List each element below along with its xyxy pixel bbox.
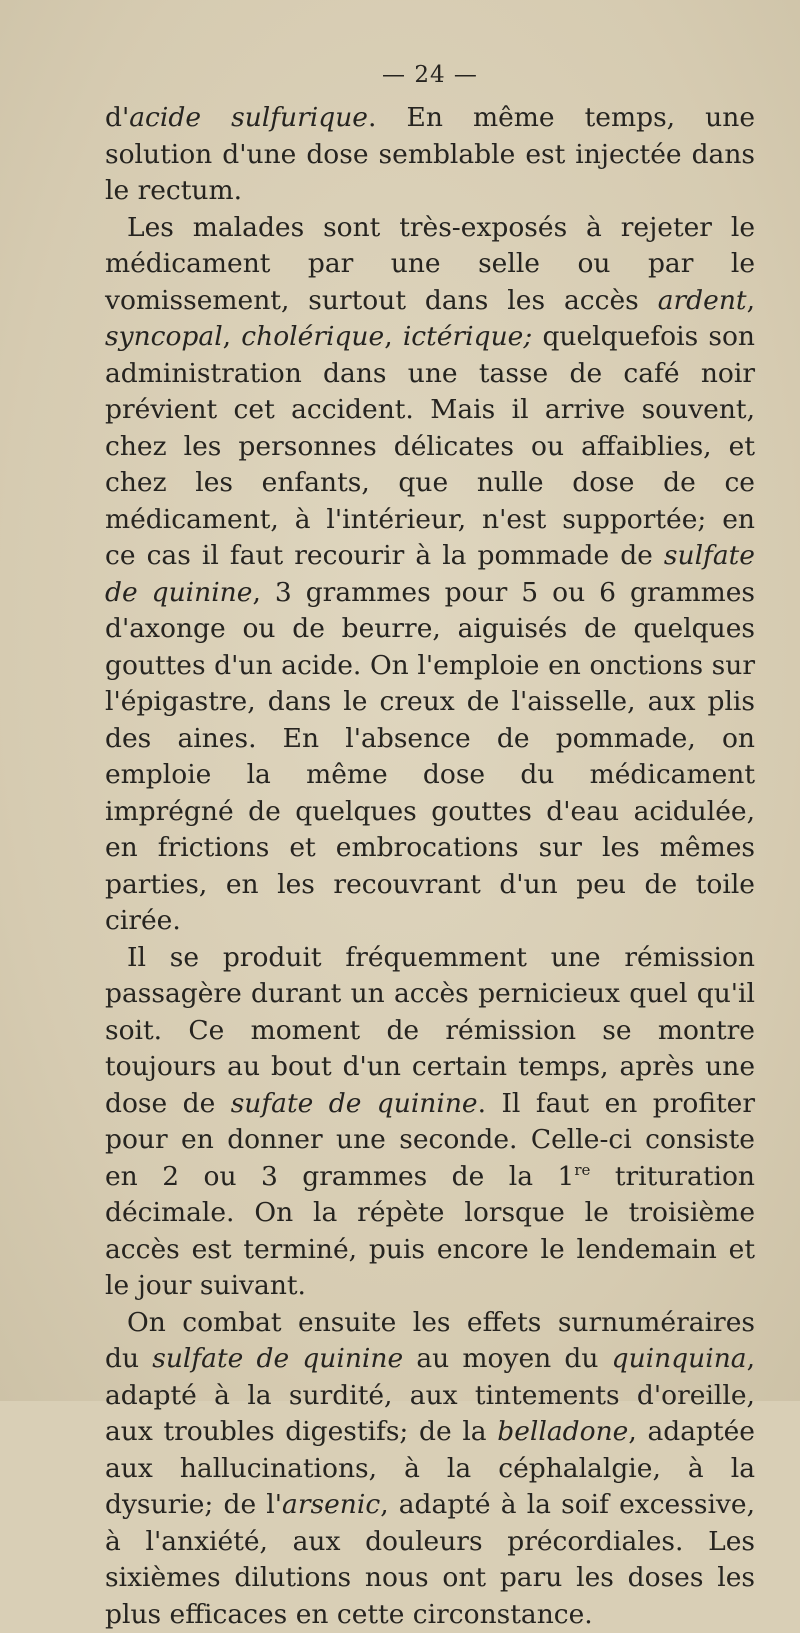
superscript-text: re xyxy=(574,1161,590,1179)
page-number: — 24 — xyxy=(0,62,800,88)
italic-term: ictérique; xyxy=(403,321,532,352)
text-run: , adaptée aux hallucinations, à la céphalalgie, à la dysurie; de l' xyxy=(105,1416,755,1520)
italic-term: sufate de quinine xyxy=(231,1088,478,1119)
paragraph xyxy=(105,100,755,210)
text-run: d' xyxy=(105,102,129,133)
paragraph xyxy=(105,940,755,1305)
paragraph xyxy=(105,1305,755,1633)
italic-term: sulfate de quinine xyxy=(105,540,755,608)
text-run: . En même temps, une solution d'une dose semblable est injectée dans le rectum. xyxy=(105,102,755,206)
text-run: . Il faut en profiter pour en donner une seconde. Celle-ci consiste en 2 ou 3 grammes de la 1 xyxy=(105,1088,755,1192)
text-run: , xyxy=(747,285,755,316)
text-run: Les malades sont très-exposés à rejeter le médicament par une selle ou par le vomissement, surtout dans les accès xyxy=(105,212,755,316)
text-run: trituration décimale. On la répète lorsque le troisième accès est terminé, puis encore le lendemain et le jour suivant. xyxy=(105,1161,755,1302)
text-run: , adapté à la soif excessive, à l'anxiété, aux douleurs précordiales. Les sixièmes dilutions nous ont paru les doses les plus efficaces en cette circonstance. xyxy=(105,1489,755,1630)
italic-term: ardent xyxy=(658,285,747,316)
text-run: quelquefois son administration dans une tasse de café noir prévient cet accident. Mais il arrive souvent, chez les personnes délicates ou affaiblies, et chez les enfants, que nulle dose de ce médicament, à l'intérieur, n'est supportée; en ce cas il faut recourir à la pommade de xyxy=(105,321,755,571)
italic-term: syncopal xyxy=(105,321,223,352)
italic-term: quinquina xyxy=(612,1343,747,1374)
page-body-text xyxy=(105,100,755,1633)
text-run: , 3 grammes pour 5 ou 6 grammes d'axonge ou de beurre, aiguisés de quelques gouttes d'un acide. On l'emploie en onctions sur l'épigastre, dans le creux de l'aisselle, aux plis des aines. En l'absence de pommade, on emploie la même dose du médicament imprégné de quelques gouttes d'eau acidulée, en frictions et embrocations sur les mêmes parties, en les recouvrant d'un peu de toile cirée. xyxy=(105,577,755,937)
italic-term: arsenic xyxy=(282,1489,380,1520)
text-run: au moyen du xyxy=(403,1343,611,1374)
paragraph xyxy=(105,210,755,940)
text-run: , xyxy=(384,321,403,352)
text-run: Il se produit fréquemment une rémission passagère durant un accès pernicieux quel qu'il soit. Ce moment de rémission se montre toujours au bout d'un certain temps, après une dose de xyxy=(105,942,755,1119)
italic-term: cholérique xyxy=(241,321,384,352)
text-run: , xyxy=(223,321,242,352)
text-run: On combat ensuite les effets surnuméraires du xyxy=(105,1307,755,1375)
italic-term: sulfate de quinine xyxy=(152,1343,403,1374)
text-run: , adapté à la surdité, aux tintements d'oreille, aux troubles digestifs; de la xyxy=(105,1343,755,1447)
italic-term: belladone xyxy=(497,1416,628,1447)
italic-term: acide sulfurique xyxy=(129,102,368,133)
